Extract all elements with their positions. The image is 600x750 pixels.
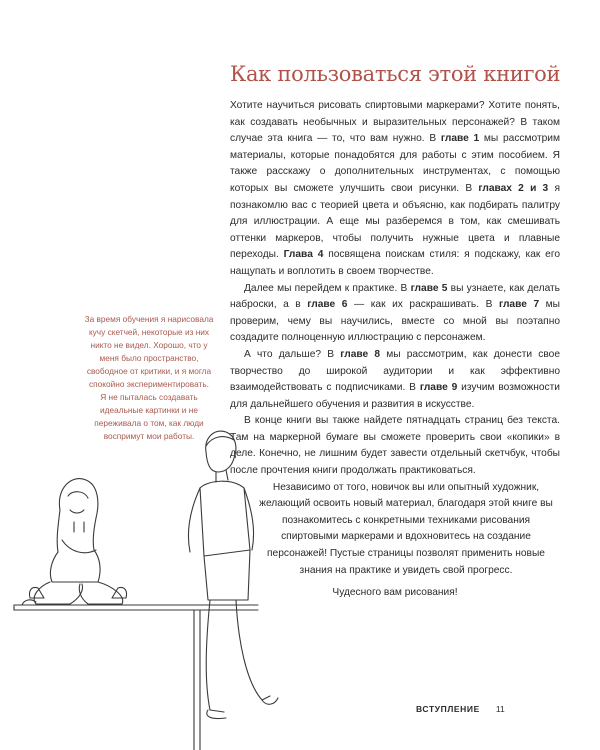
illustration-two-figures <box>0 400 280 750</box>
text-run: А что дальше? В <box>244 348 341 360</box>
text-run: мы рассмотрим материалы, которые понадобятся для работы с этим пособием. Я также расскажу о дополнительных инструментах, с помощью которых вы сможете улучшить свои рисунки. В <box>230 133 560 194</box>
text-run: мы рассмотрим, как донести свое творчество до широкой аудитории и как эффективно взаимодействовать с подписчиками. В <box>230 348 560 394</box>
text-run: Далее мы перейдем к практике. В <box>244 282 411 294</box>
page-number: 11 <box>495 704 505 714</box>
text-run: вы узнаете, как делать наброски, а в <box>230 282 560 311</box>
page-title: Как пользоваться этой книгой <box>230 62 561 86</box>
paragraph-2 <box>230 281 560 347</box>
rail-drawing <box>14 605 258 750</box>
chapter-reference: главе 5 <box>410 282 448 294</box>
chapter-reference: главе 6 <box>307 299 348 311</box>
chapter-reference: Глава 4 <box>283 249 324 261</box>
text-run: Хотите научиться рисовать спиртовыми маркерами? Хотите понять, как создавать необычных и выразительных персонажей? В таком случае эта книга — то, что вам нужно. В <box>230 100 560 145</box>
paragraph-1 <box>230 98 560 281</box>
section-name: ВСТУПЛЕНИЕ <box>416 704 480 714</box>
text-run: Чудесного вам рисования! <box>332 587 458 599</box>
text-run: Независимо от того, новичок вы или опытный художник, желающий освоить новый материал, благодаря этой книге вы познакомитесь с конкретными техниками рисования спиртовыми маркерами и вдохновитесь на создание персонажей! Пустые страницы позволят применить новые знания на практике и увидеть свой прогресс. <box>259 481 553 576</box>
chapter-reference: главе 9 <box>419 382 458 394</box>
side-note-paragraph: Я не пыталась создавать идеальные картинки и не переживала о том, как люди воспримут мои работы. <box>94 392 204 441</box>
text-run: изучим возможности для дальнейшего обучения и развития в искусстве. <box>230 382 560 410</box>
text-run: посвящена поискам стиля: я подскажу, как его нащупать и воплотить в своем творчестве. <box>230 249 560 277</box>
page-footer <box>416 704 505 714</box>
girl-figure-drawing <box>22 479 127 605</box>
chapter-reference: главе 8 <box>340 348 381 360</box>
text-run: мы проверим, чему вы научились, вместе со мной вы поэтапно создадите полноценную иллюстрацию с персонажем. <box>230 299 561 344</box>
text-run: я познакомлю вас с теорией цвета и объясню, как подбирать палитру для иллюстрации. А еще мы разберемся в том, как смешивать оттенки маркеров, чтобы получить нужные цвета и плавные переходы. <box>230 182 560 261</box>
chapter-reference: главе 7 <box>498 299 540 311</box>
text-run: В конце книги вы также найдете пятнадцать страниц без текста. Там на маркерной бумаге вы сможете проверить свои «копики» в деле. Конечно, не лишним будет завести отдельный скетчбук, чтобы после прочтения книги продолжать практиковаться. <box>230 415 560 477</box>
text-run: — как их раскрашивать. В <box>347 299 499 311</box>
boy-figure-drawing <box>188 431 278 718</box>
side-note-paragraph: За время обучения я нарисовала кучу скетчей, некоторые из них никто не видел. Хорошо, что у меня было пространство, свободное от критики, и я могла спокойно экспериментировать. <box>84 314 214 389</box>
chapter-reference: главе 1 <box>440 133 480 145</box>
chapter-reference: главах 2 и 3 <box>478 182 549 194</box>
